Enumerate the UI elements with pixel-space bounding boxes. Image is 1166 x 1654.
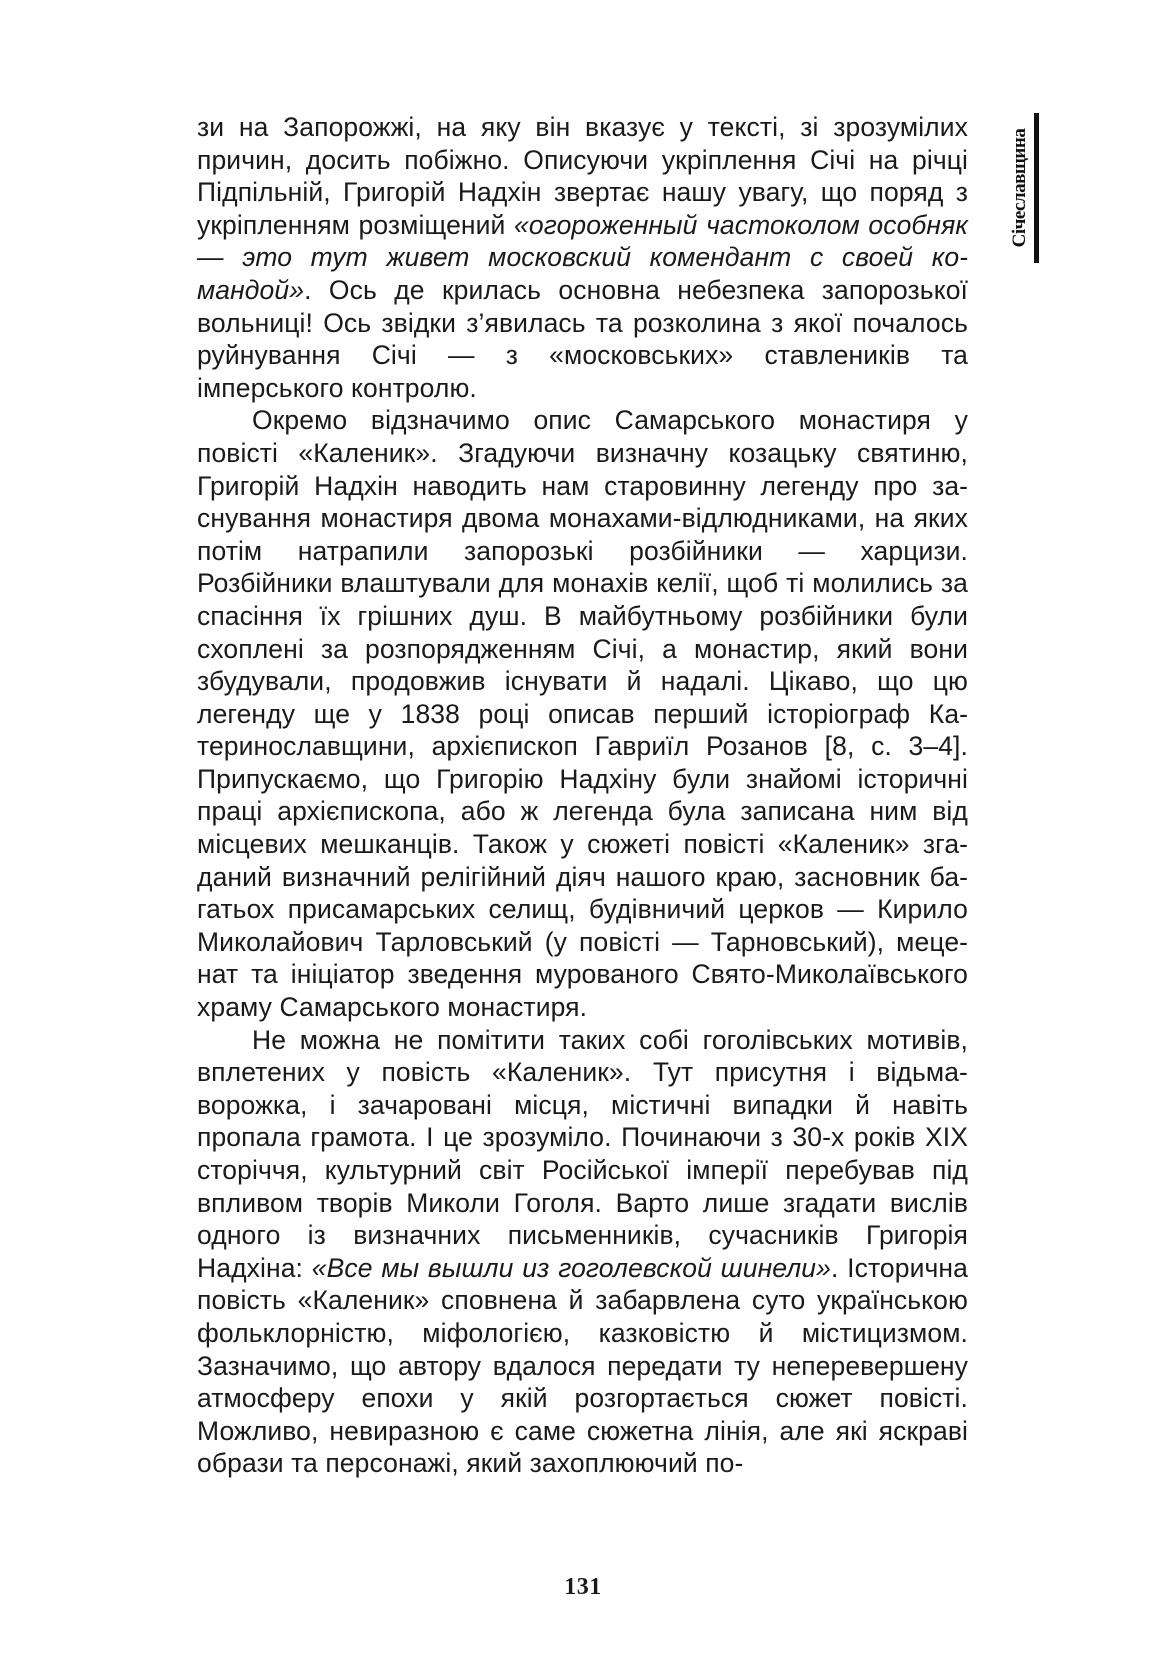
paragraph-3-text-b: . Історична повість «Каленик» сповнена й забарвлена суто українською фольклорністю, міфологією, казковістю й містицизмом. Зазначимо, що автору вдалося передати ту неперевершену атмосферу епохи у якій розгортається сюжет повісті. Можливо, невиразною є саме сюжетна лінія, але які яскраві образи та персонажі, який захоплюючий по- bbox=[197, 1252, 968, 1479]
paragraph-3-text-a: Не можна не помітити таких собі гоголівських мотивів, вплетених у повість «Каленик». Тут присутня і відьма-ворожка, і зачаровані місця, містичні випадки й навіть пропала грамота. І це зрозуміло. Починаючи з 30-х років XIX сторіччя, культурний світ Російської імперії перебував під впливом творів Миколи Гоголя. Варто лише згадати вислів одного із визначних письменників, сучасників Григорія Надхіна: bbox=[197, 1024, 968, 1283]
body-text bbox=[197, 111, 968, 1480]
paragraph-3-quote: «Все мы вышли из гоголевской шинели» bbox=[311, 1252, 831, 1283]
paragraph-1-quote: «огороженный частоколом особняк — это тут живет московский комендант с своей командой» bbox=[197, 209, 968, 305]
paragraph-2: Окремо відзначимо опис Самарського монастиря у повісті «Каленик». Згадуючи визначну козацьку святиню, Григорій Надхін наводить нам старовинну легенду про заснування монастиря двома монахами-відлюдниками, на яких потім натрапили запорозькі розбійники — харцизи. Розбійники влаштували для монахів келії, щоб ті молились за спасіння їх грішних душ. В майбутньому розбійники були схоплені за розпорядженням Січі, а монастир, який вони збудували, продовжив існувати й надалі. Цікаво, що цю легенду ще у 1838 році описав перший історіограф Катеринославщини, архієпископ Гавриїл Розанов [8, с. 3–4]. Припускаємо, що Григорію Надхіну були знайомі історичні праці архієпископа, або ж легенда була записана ним від місцевих мешканців. Також у сюжеті повісті «Каленик» згаданий визначний релігійний діяч нашого краю, засновник багатьох присамарських селищ, будівничий церков — Кирило Миколайович Тарловський (у повісті — Тарновський), меценат та ініціатор зведення мурованого Свято-Миколаївського храму Самарського монастиря. bbox=[197, 405, 968, 1023]
paragraph-1-text-b: . Ось де крилась основна небезпека запорозької вольниці! Ось звідки з’явилась та розколина з якої почалось руйнування Січі — з «московських» ставлеників та імперського контролю. bbox=[197, 274, 968, 403]
side-logo bbox=[1008, 113, 1044, 263]
paragraph-3 bbox=[197, 1024, 968, 1480]
page-number: 131 bbox=[564, 1574, 602, 1600]
paragraph-1 bbox=[197, 111, 968, 404]
side-logo-text: Січеславщина bbox=[1009, 128, 1030, 248]
paragraph-1-text-a: зи на Запорожжі, на яку він вказує у тексті, зі зрозумілих причин, досить побіжно. Описуючи укріплення Січі на річці Підпільній, Григорій Надхін звертає нашу увагу, що поряд з укріпленням розміщений bbox=[197, 112, 968, 240]
side-logo-bar bbox=[1034, 113, 1039, 263]
